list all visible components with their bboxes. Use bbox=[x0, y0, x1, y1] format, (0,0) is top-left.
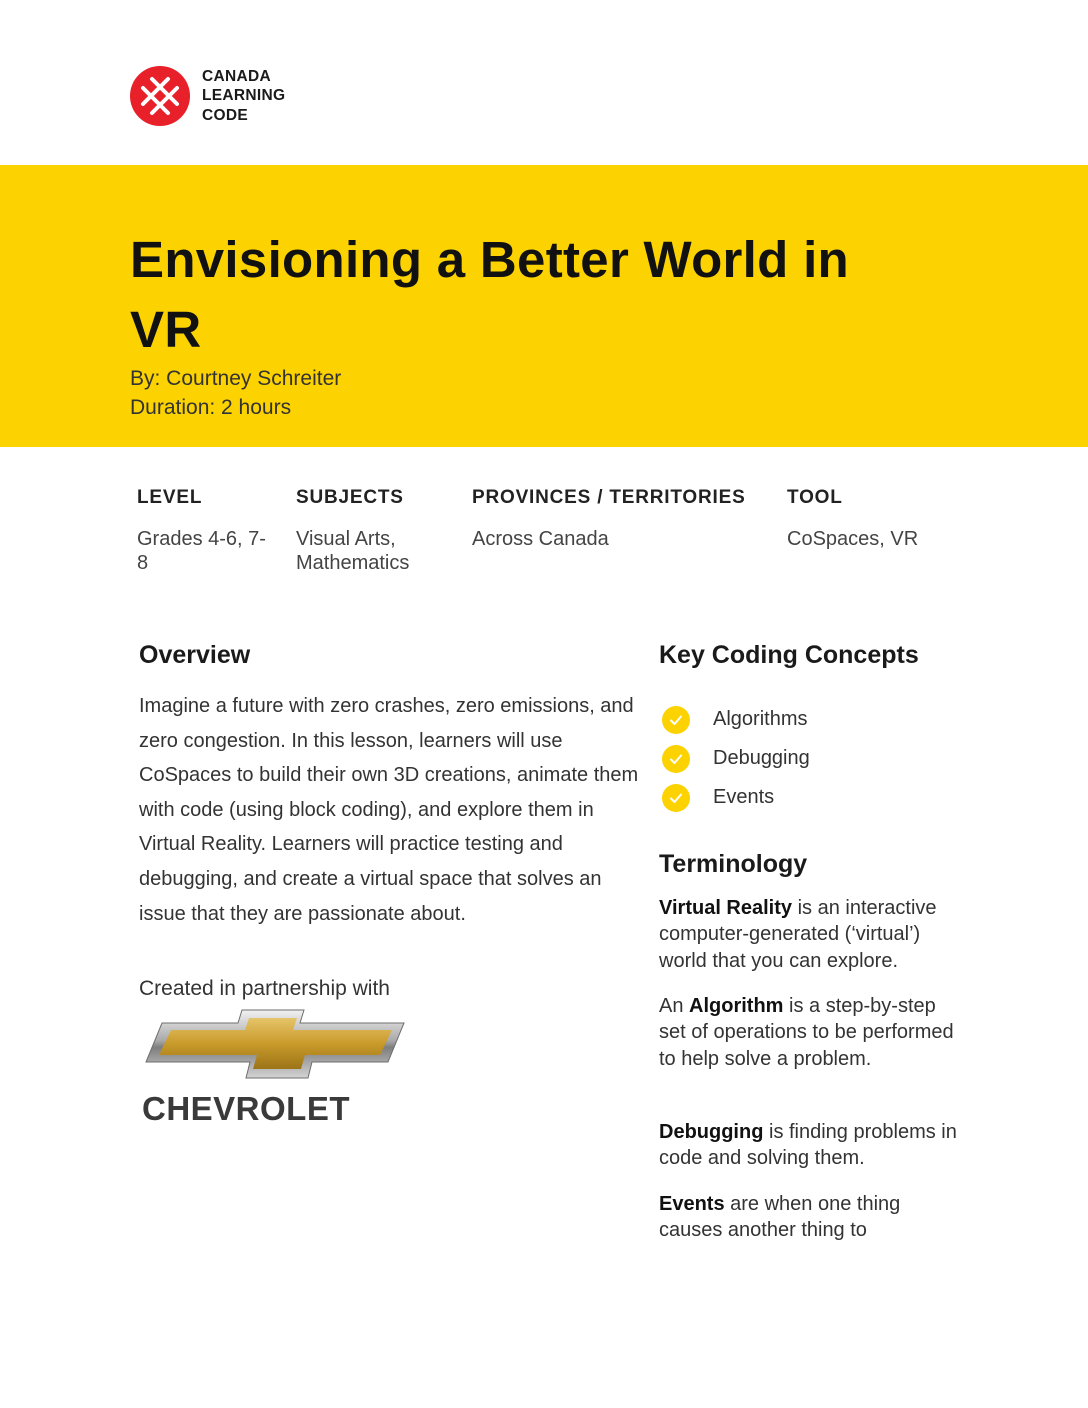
info-tool-value: CoSpaces, VR bbox=[787, 528, 919, 550]
info-subjects bbox=[296, 484, 446, 575]
brand-logo bbox=[130, 66, 285, 126]
info-level-heading: LEVEL bbox=[137, 487, 203, 508]
overview-text: Imagine a future with zero crashes, zero emissions, and zero congestion. In this lesson, learners will use CoSpaces to build their own 3D creations, animate them with code (using block coding), and explore them in Virtual Reality. Learners will practice testing and debugging, and create a virtual space that solves an issue that they are passionate about. bbox=[139, 695, 639, 925]
brand-name-line-3: CODE bbox=[202, 106, 248, 124]
list-item bbox=[662, 739, 810, 778]
list-item bbox=[662, 700, 810, 739]
term-name: Events bbox=[659, 1193, 725, 1215]
info-tool-heading: TOOL bbox=[787, 487, 843, 508]
info-level-value: Grades 4-6, 7-8 bbox=[137, 528, 266, 574]
info-subjects-value: Visual Arts, Mathematics bbox=[296, 528, 410, 574]
brand-name bbox=[202, 67, 285, 126]
chevrolet-bowtie-icon bbox=[142, 1008, 408, 1080]
term-name: Debugging bbox=[659, 1121, 764, 1143]
check-icon bbox=[662, 784, 690, 812]
duration-text: Duration: 2 hours bbox=[130, 396, 292, 419]
concept-label: Events bbox=[713, 786, 775, 808]
partnership-label: Created in partnership with bbox=[139, 977, 390, 1000]
term-virtual-reality bbox=[659, 895, 959, 974]
term-definition: is a step-by-step set of operations to be performed to help solve a problem. bbox=[659, 995, 954, 1070]
term-name: Virtual Reality bbox=[659, 897, 793, 919]
term-debugging bbox=[659, 1119, 959, 1172]
term-name: Algorithm bbox=[689, 995, 784, 1017]
term-events bbox=[659, 1191, 959, 1244]
info-provinces-value: Across Canada bbox=[472, 528, 609, 550]
key-concepts-heading: Key Coding Concepts bbox=[659, 641, 919, 669]
page-title: Envisioning a Better World in VR bbox=[130, 231, 849, 358]
info-provinces bbox=[472, 484, 762, 551]
term-definition: is finding problems in code and solving them. bbox=[659, 1121, 957, 1170]
info-tool bbox=[787, 484, 967, 551]
term-definition: are when one thing causes another thing to bbox=[659, 1193, 901, 1242]
term-definition: is an interactive computer-generated (‘virtual’) world that you can explore. bbox=[659, 897, 937, 972]
concept-label: Debugging bbox=[713, 747, 810, 769]
concept-label: Algorithms bbox=[713, 708, 808, 730]
chevrolet-logo bbox=[142, 1008, 408, 1126]
info-level bbox=[137, 484, 267, 575]
list-item bbox=[662, 778, 810, 817]
overview-heading: Overview bbox=[139, 641, 251, 669]
term-algorithm bbox=[659, 993, 959, 1072]
canada-learning-code-logo-icon bbox=[130, 66, 190, 126]
brand-name-line-2: LEARNING bbox=[202, 87, 286, 105]
terminology-heading: Terminology bbox=[659, 850, 808, 878]
key-concepts-list bbox=[662, 700, 810, 817]
info-provinces-heading: PROVINCES / TERRITORIES bbox=[472, 487, 746, 508]
term-lead: An bbox=[659, 995, 690, 1017]
partner-name: CHEVROLET bbox=[142, 1090, 351, 1127]
brand-name-line-1: CANADA bbox=[202, 67, 271, 85]
check-icon bbox=[662, 745, 690, 773]
author-text: By: Courtney Schreiter bbox=[130, 367, 342, 390]
check-icon bbox=[662, 706, 690, 734]
info-subjects-heading: SUBJECTS bbox=[296, 487, 404, 508]
